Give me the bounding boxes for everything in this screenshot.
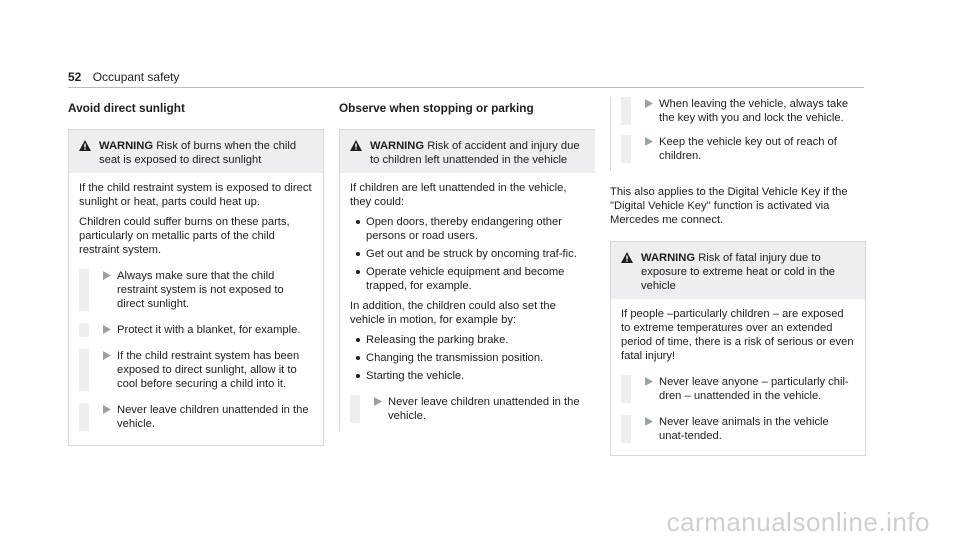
list-item: Changing the transmission position. bbox=[350, 351, 585, 365]
warning-paragraph: Children could suffer burns on these parts, particularly on metallic parts of the child restraint system. bbox=[79, 216, 290, 256]
warning-label: WARNING bbox=[99, 140, 154, 152]
arrow-right-icon bbox=[89, 349, 117, 391]
continued-steps-box bbox=[610, 97, 866, 171]
note-paragraph: This also applies to the Digital Vehicle Key if the "Digital Vehicle Key" function is activated via Mercedes me connect. bbox=[610, 186, 848, 226]
bullet-list bbox=[350, 333, 585, 383]
warning-header bbox=[611, 242, 865, 299]
step-bar bbox=[79, 323, 89, 337]
instruction-step bbox=[621, 375, 855, 403]
arrow-right-icon bbox=[631, 135, 659, 163]
step-bar bbox=[79, 349, 89, 391]
instruction-step bbox=[79, 349, 313, 391]
arrow-right-icon bbox=[89, 269, 117, 311]
warning-paragraph: If people –particularly children – are exposed to extreme temperatures over an extended period of time, there is a risk of serious or even fatal injury! bbox=[621, 308, 854, 362]
warning-header bbox=[340, 130, 595, 173]
arrow-right-icon bbox=[631, 375, 659, 403]
warning-label: WARNING bbox=[641, 252, 696, 264]
list-item: Operate vehicle equipment and become trapped, for example. bbox=[350, 265, 585, 293]
arrow-right-icon bbox=[89, 403, 117, 431]
list-item: Open doors, thereby endangering other persons or road users. bbox=[350, 215, 585, 243]
arrow-right-icon bbox=[89, 323, 117, 337]
instruction-step bbox=[621, 415, 855, 443]
step-text: If the child restraint system has been exposed to direct sunlight, allow it to cool before securing a child into it. bbox=[117, 350, 300, 390]
column-3 bbox=[610, 98, 866, 456]
warning-title: Risk of burns when the child seat is exposed to direct sunlight bbox=[99, 140, 297, 166]
section-title: Occupant safety bbox=[92, 70, 180, 84]
warning-paragraph: If children are left unattended in the vehicle, they could: bbox=[350, 182, 567, 208]
warning-box-unattended bbox=[339, 129, 595, 431]
instruction-step bbox=[621, 97, 856, 125]
warning-body bbox=[69, 173, 323, 445]
step-bar bbox=[621, 97, 631, 125]
step-bar bbox=[79, 269, 89, 311]
step-text: Keep the vehicle key out of reach of children. bbox=[659, 136, 837, 162]
warning-triangle-icon bbox=[79, 139, 99, 167]
step-text: Never leave children unattended in the vehicle. bbox=[117, 404, 309, 430]
step-bar bbox=[350, 395, 360, 423]
step-bar bbox=[79, 403, 89, 431]
step-text: Never leave animals in the vehicle unat-tended. bbox=[659, 416, 829, 442]
arrow-right-icon bbox=[631, 97, 659, 125]
warning-paragraph: If the child restraint system is exposed to direct sunlight or heat, parts could heat up. bbox=[79, 182, 312, 208]
heading-stopping-parking: Observe when stopping or parking bbox=[339, 101, 534, 115]
arrow-right-icon bbox=[360, 395, 388, 423]
instruction-step bbox=[350, 395, 585, 423]
step-text: When leaving the vehicle, always take the key with you and lock the vehicle. bbox=[659, 98, 849, 124]
warning-body bbox=[611, 299, 865, 455]
list-item: Starting the vehicle. bbox=[350, 369, 585, 383]
instruction-step bbox=[79, 269, 313, 311]
list-item: Releasing the parking brake. bbox=[350, 333, 585, 347]
list-item: Get out and be struck by oncoming traf-fic. bbox=[350, 247, 585, 261]
warning-body bbox=[340, 173, 595, 431]
warning-triangle-icon bbox=[621, 251, 641, 293]
warning-paragraph: In addition, the children could also set the vehicle in motion, for example by: bbox=[350, 300, 556, 326]
watermark: carmanualsonline.info bbox=[666, 507, 930, 537]
warning-label: WARNING bbox=[370, 140, 425, 152]
instruction-step bbox=[79, 403, 313, 431]
warning-title: Risk of fatal injury due to exposure to extreme heat or cold in the vehicle bbox=[641, 252, 836, 292]
step-bar bbox=[621, 375, 631, 403]
warning-box-extreme-heat bbox=[610, 241, 866, 456]
arrow-right-icon bbox=[631, 415, 659, 443]
step-text: Protect it with a blanket, for example. bbox=[117, 324, 301, 336]
steps-body bbox=[611, 97, 866, 171]
instruction-step bbox=[621, 135, 856, 163]
step-text: Never leave anyone – particularly chil-dren – unattended in the vehicle. bbox=[659, 376, 849, 402]
step-bar bbox=[621, 135, 631, 163]
warning-box-sunlight bbox=[68, 129, 324, 446]
warning-header bbox=[69, 130, 323, 173]
page-header bbox=[68, 70, 179, 84]
instruction-step bbox=[79, 323, 313, 337]
bullet-list bbox=[350, 215, 585, 293]
column-1 bbox=[68, 101, 324, 446]
header-divider bbox=[68, 87, 864, 88]
step-text: Always make sure that the child restraint system is not exposed to direct sunlight. bbox=[117, 270, 284, 310]
warning-triangle-icon bbox=[350, 139, 370, 167]
warning-title: Risk of accident and injury due to children left unattended in the vehicle bbox=[370, 140, 580, 166]
column-2 bbox=[339, 101, 595, 431]
page-number: 52 bbox=[68, 70, 82, 84]
heading-avoid-sunlight: Avoid direct sunlight bbox=[68, 101, 185, 115]
step-bar bbox=[621, 415, 631, 443]
step-text: Never leave children unattended in the vehicle. bbox=[388, 396, 580, 422]
